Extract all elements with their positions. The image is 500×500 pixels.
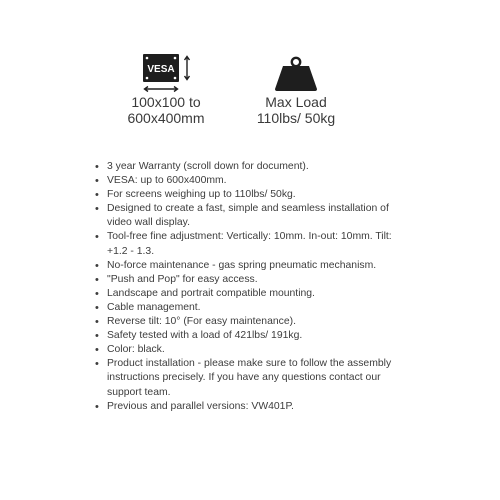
feature-item: • Tool-free fine adjustment: Vertically: 10mm. In-out: 10mm. Tilt: +1.2 - 1.3. (94, 230, 394, 258)
vesa-monitor-icon (131, 52, 201, 94)
vesa-range-line1: 100x100 to (131, 94, 201, 110)
feature-item: • Designed to create a fast, simple and seamless installation of video wall display. (94, 202, 394, 230)
feature-item: • Reverse tilt: 10° (For easy maintenance). (94, 315, 394, 329)
feature-item: • Safety tested with a load of 421lbs/ 191kg. (94, 329, 394, 343)
feature-item: • No-force maintenance - gas spring pneumatic mechanism. (94, 259, 394, 273)
feature-item: • Color: black. (94, 343, 394, 357)
feature-item: • Landscape and portrait compatible mounting. (94, 287, 394, 301)
vesa-badge-text: VESA (147, 64, 175, 75)
feature-item: • For screens weighing up to 110lbs/ 50kg. (94, 188, 394, 202)
vesa-range-line2: 600x400mm (127, 110, 205, 126)
max-load-title: Max Load (265, 94, 327, 110)
feature-item: • 3 year Warranty (scroll down for document). (94, 160, 394, 174)
feature-item: • Product installation - please make sure to follow the assembly instructions precisely. If you have any questions contact our support team. (94, 357, 394, 399)
feature-item: • Cable management. (94, 301, 394, 315)
weight-icon (261, 52, 331, 94)
feature-list (94, 160, 394, 414)
feature-item: • VESA: up to 600x400mm. (94, 174, 394, 188)
max-load-label (206, 94, 386, 126)
max-load-spec (206, 52, 386, 126)
max-load-value: 110lbs/ 50kg (256, 110, 336, 126)
feature-item: • "Push and Pop" for easy access. (94, 273, 394, 287)
feature-item: • Previous and parallel versions: VW401P. (94, 400, 394, 414)
